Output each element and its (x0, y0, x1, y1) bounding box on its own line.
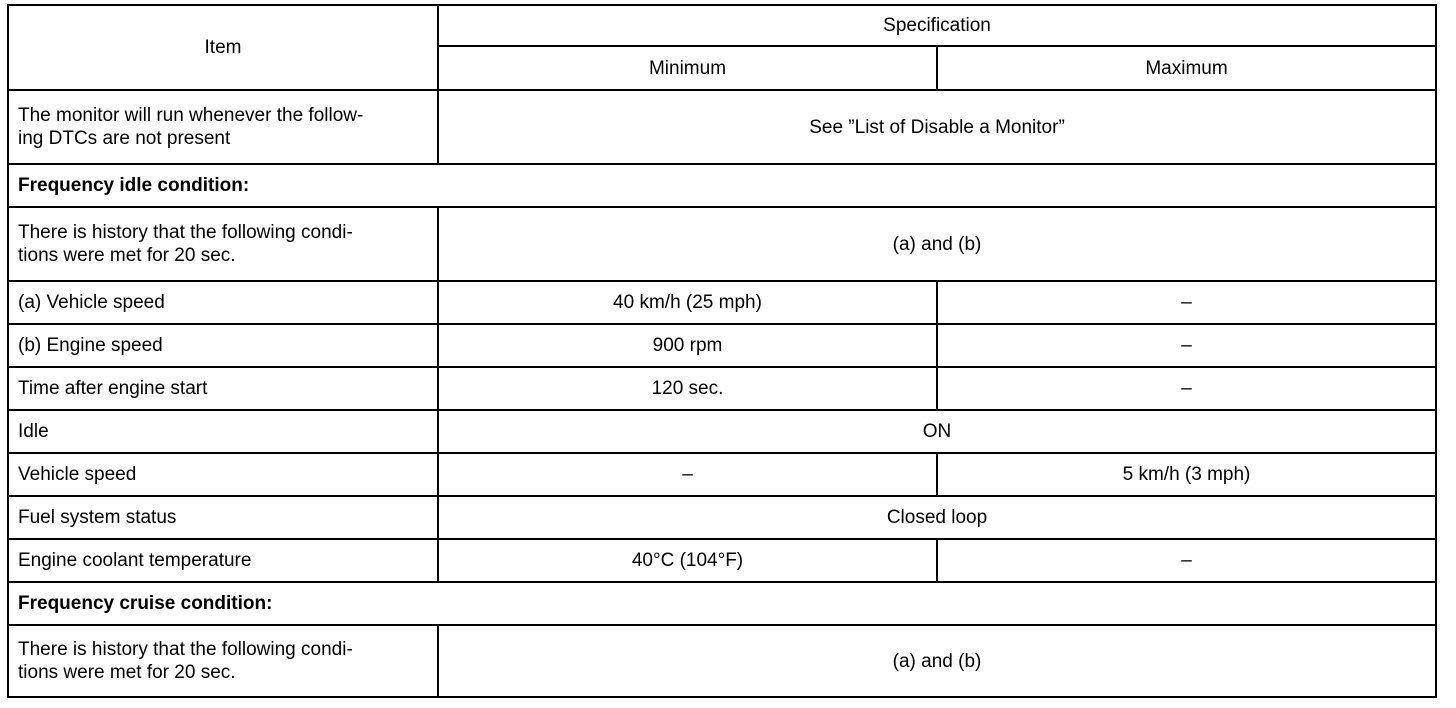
header-item: Item (8, 5, 438, 90)
item-cell: Fuel system status (8, 496, 438, 539)
table-row (8, 367, 1436, 410)
maximum-cell: – (937, 324, 1436, 367)
item-cell: Idle (8, 410, 438, 453)
spec-merged-cell: (a) and (b) (438, 625, 1436, 697)
table-row (8, 496, 1436, 539)
maximum-cell: 5 km/h (3 mph) (937, 453, 1436, 496)
section-row (8, 582, 1436, 625)
item-cell (8, 625, 438, 697)
minimum-cell: – (438, 453, 937, 496)
minimum-cell: 40°C (104°F) (438, 539, 937, 582)
item-text-line: The monitor will run whenever the follow- (18, 105, 364, 126)
maximum-cell: – (937, 539, 1436, 582)
table-row (8, 281, 1436, 324)
item-text-line: There is history that the following condi- (18, 222, 353, 243)
header-minimum: Minimum (438, 46, 937, 90)
item-cell: (a) Vehicle speed (8, 281, 438, 324)
header-specification: Specification (438, 5, 1436, 46)
item-cell: Engine coolant temperature (8, 539, 438, 582)
minimum-cell: 40 km/h (25 mph) (438, 281, 937, 324)
table-row (8, 324, 1436, 367)
table-row (8, 625, 1436, 697)
spec-merged-cell: (a) and (b) (438, 207, 1436, 281)
item-text-line: There is history that the following condi- (18, 639, 353, 660)
table-row (8, 453, 1436, 496)
maximum-cell: – (937, 367, 1436, 410)
item-cell: Vehicle speed (8, 453, 438, 496)
spec-merged-cell: See ”List of Disable a Monitor” (438, 90, 1436, 164)
specification-table (7, 4, 1437, 698)
section-heading: Frequency cruise condition: (8, 582, 1436, 625)
section-row (8, 164, 1436, 207)
minimum-cell: 120 sec. (438, 367, 937, 410)
section-heading: Frequency idle condition: (8, 164, 1436, 207)
minimum-cell: 900 rpm (438, 324, 937, 367)
table-row (8, 410, 1436, 453)
table-row (8, 207, 1436, 281)
item-text-line: ing DTCs are not present (18, 128, 231, 149)
header-maximum: Maximum (937, 46, 1436, 90)
item-text-line: tions were met for 20 sec. (18, 245, 236, 266)
spec-merged-cell: Closed loop (438, 496, 1436, 539)
table-row (8, 539, 1436, 582)
table-row (8, 90, 1436, 164)
item-cell (8, 207, 438, 281)
item-cell (8, 90, 438, 164)
item-cell: (b) Engine speed (8, 324, 438, 367)
spec-merged-cell: ON (438, 410, 1436, 453)
item-cell: Time after engine start (8, 367, 438, 410)
item-text-line: tions were met for 20 sec. (18, 662, 236, 683)
maximum-cell: – (937, 281, 1436, 324)
header-row-1 (8, 5, 1436, 46)
